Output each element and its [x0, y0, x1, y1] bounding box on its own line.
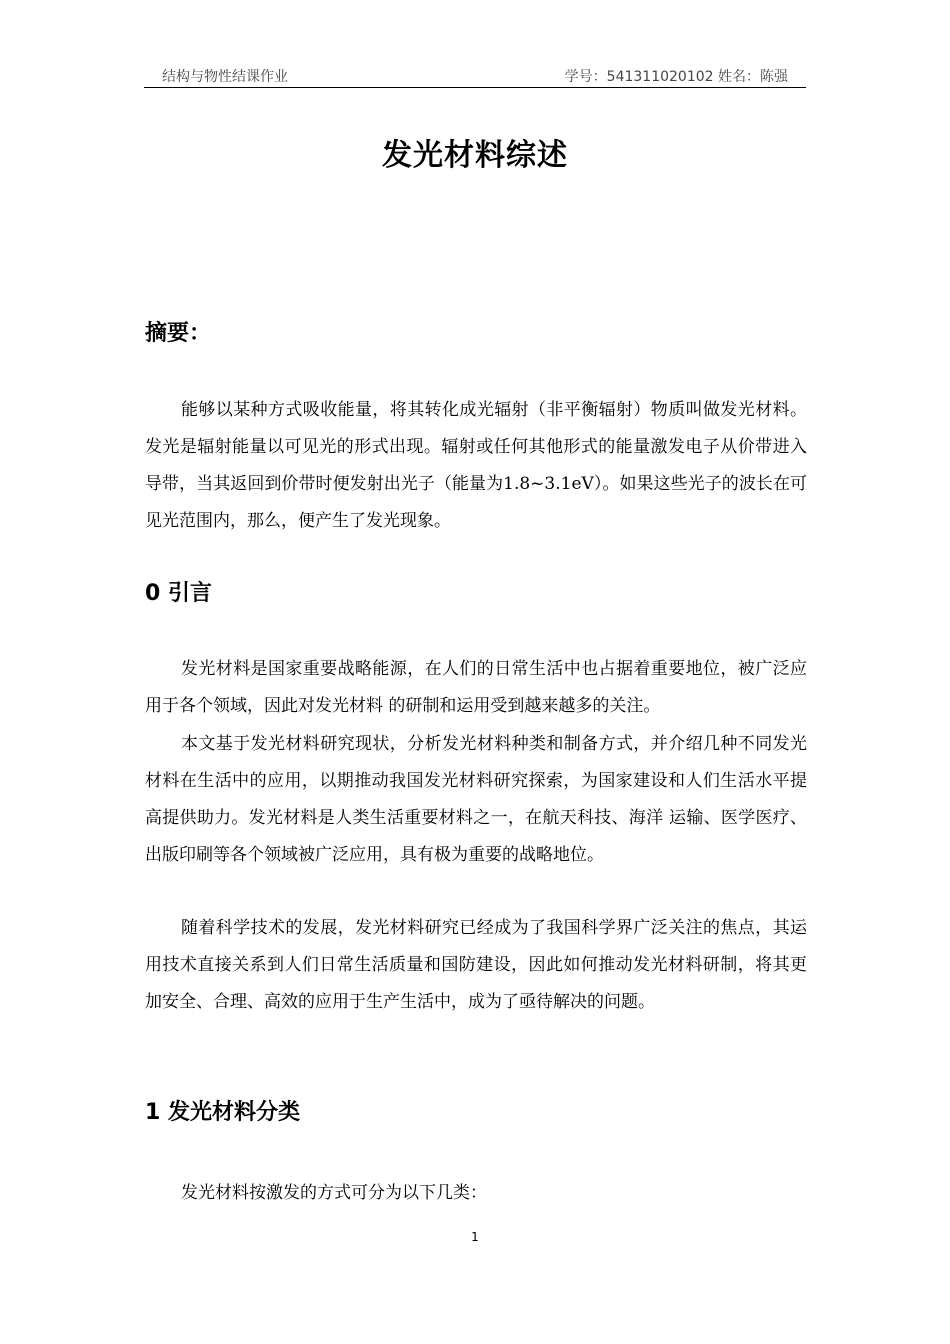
section1-paragraph: 发光材料按激发的方式可分为以下几类： — [181, 1183, 487, 1203]
intro-heading: 0 引言 — [145, 581, 212, 606]
intro-paragraph-1: 发光材料是国家重要战略能源，在人们的日常生活中也占据着重要地位，被广泛应用于各个领域，因此对发光材料 的研制和运用受到越来越多的关注。 — [145, 659, 807, 716]
page-number: 1 — [471, 1230, 479, 1244]
intro-paragraph-3: 随着科学技术的发展，发光材料研究已经成为了我国科学界广泛关注的焦点，其运用技术直接关系到人们日常生活质量和国防建设，因此如何推动发光材料研制，将其更加安全、合理、高效的应用于生产生活中，成为了亟待解决的问题。 — [145, 918, 807, 1012]
header-student-info: 学号：541311020102 姓名：陈强 — [564, 69, 788, 85]
abstract-heading: 摘要： — [145, 321, 212, 346]
section1-heading: 1 发光材料分类 — [145, 1100, 300, 1125]
document-title: 发光材料综述 — [382, 138, 568, 173]
header-course-title: 结构与物性结课作业 — [162, 69, 288, 85]
header-divider — [144, 87, 806, 88]
abstract-paragraph: 能够以某种方式吸收能量，将其转化成光辐射（非平衡辐射）物质叫做发光材料。发光是辐射能量以可见光的形式出现。辐射或任何其他形式的能量激发电子从价带进入导带，当其返回到价带时便发射出光子（能量为1.8~3.1eV）。如果这些光子的波长在可见光范围内，那么，便产生了发光现象。 — [145, 400, 807, 531]
intro-paragraph-2: 本文基于发光材料研究现状，分析发光材料种类和制备方式，并介绍几种不同发光材料在生活中的应用，以期推动我国发光材料研究探索，为国家建设和人们生活水平提高提供助力。发光材料是人类生活重要材料之一，在航天科技、海洋 运输、医学医疗、出版印刷等各个领域被广泛应用，具有极为重要的战略地位。 — [145, 734, 807, 865]
